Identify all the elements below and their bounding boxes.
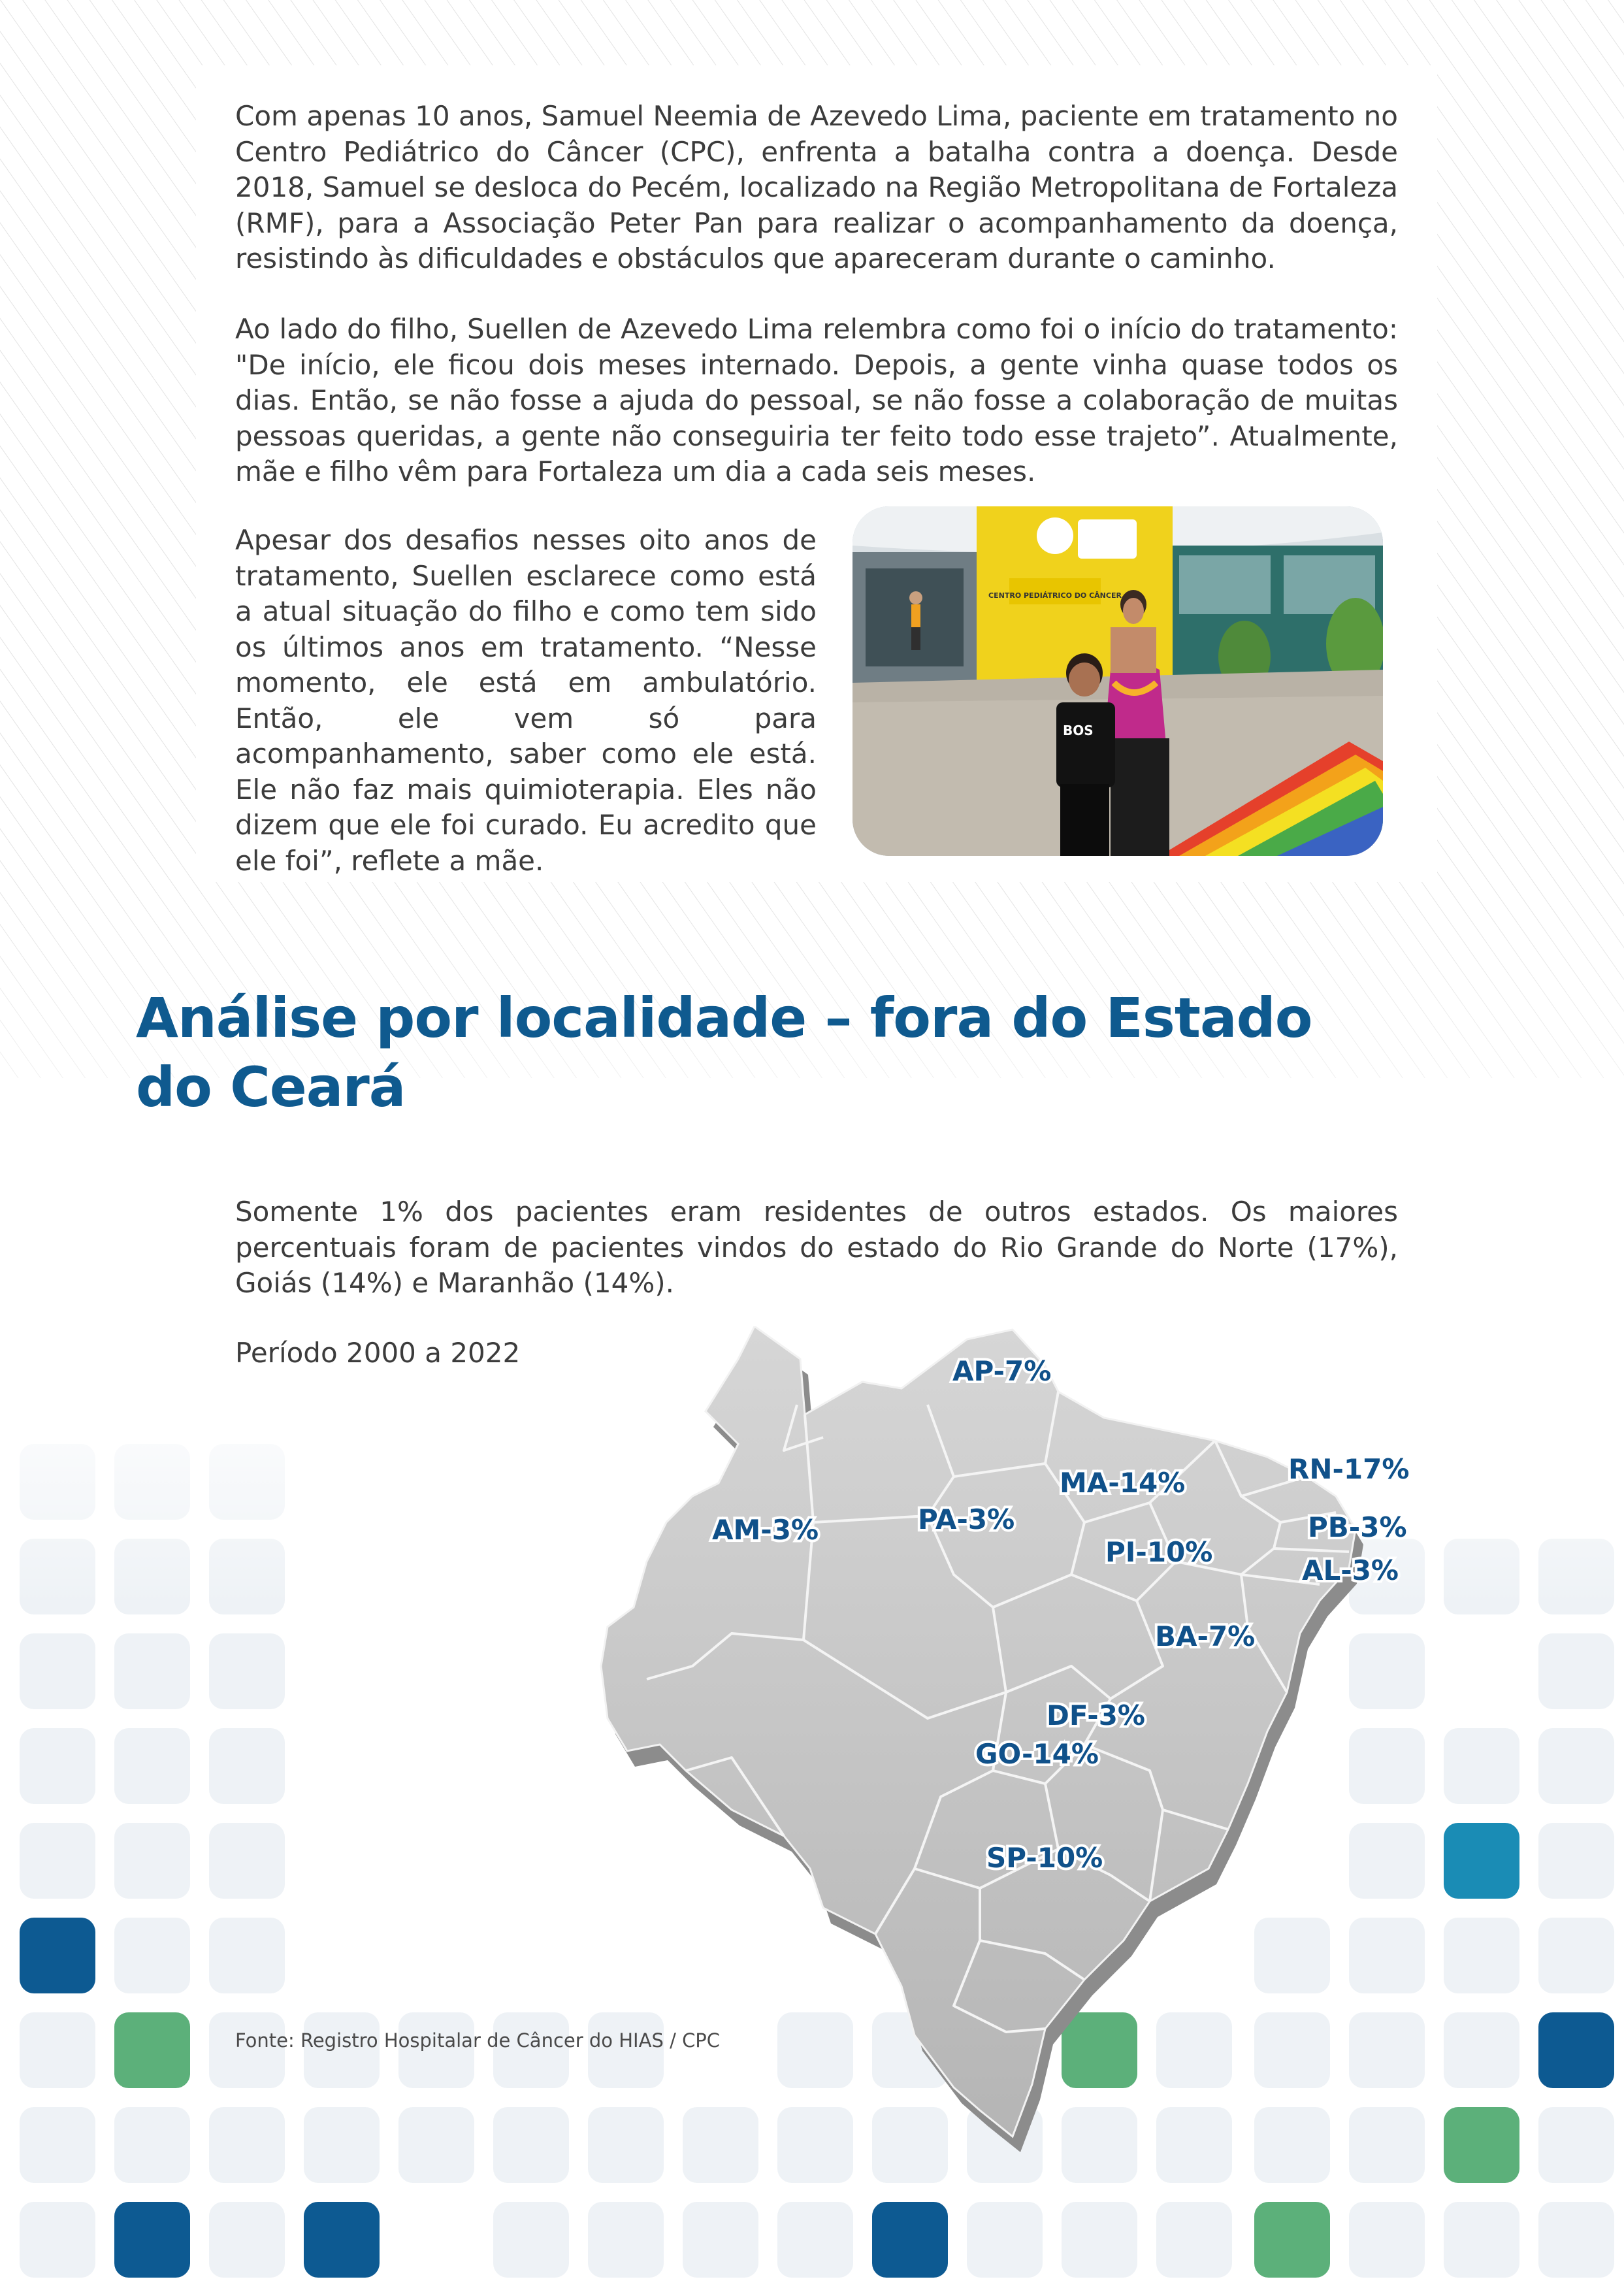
section-summary: Somente 1% dos pacientes eram residentes de outros estados. Os maiores percentuais foram de pacientes vindos do estado do Rio Grande do Norte (17%), Goiás (14%) e Maranhão (14%). — [235, 1196, 1398, 1299]
map-label-ba: BA-7% — [1155, 1620, 1256, 1652]
article-paragraph-1: Com apenas 10 anos, Samuel Neemia de Azevedo Lima, paciente em tratamento no Centro Pediátrico do Câncer (CPC), enfrenta a batalha contra a doença. Desde 2018, Samuel se desloca do Pecém, localizado na Região Metropolitana de Fortaleza (RMF), para a Associação Peter Pan para realizar o acompanhamento da doença, resistindo às dificuldades e obstáculos que apareceram durante o caminho. — [235, 100, 1398, 274]
photo-shirt-text: BOS — [1063, 723, 1094, 738]
article-paragraph-3: Apesar dos desafios nesses oito anos de tratamento, Suellen esclarece como está a atual situação do filho e como tem sido os últimos anos em tratamento. “Nesse momento, ele está em ambulatório. Então, ele vem só para acompanhamento, saber como ele está. Ele não faz mais quimioterapia. Eles não dizem que ele foi curado. Eu acredito que ele foi”, reflete a mãe. — [235, 524, 817, 877]
map-label-am: AM-3% — [712, 1514, 819, 1546]
map-label-rn: RN-17% — [1288, 1453, 1410, 1485]
source-note: Fonte: Registro Hospitalar de Câncer do HIAS / CPC — [235, 2029, 721, 2052]
map-label-sp: SP-10% — [986, 1842, 1103, 1874]
map-label-pb: PB-3% — [1308, 1511, 1407, 1543]
map-label-pa: PA-3% — [918, 1503, 1015, 1535]
section-heading-line-2: do Ceará — [136, 1055, 406, 1119]
map-label-pi: PI-10% — [1105, 1536, 1213, 1568]
map-label-ap: AP-7% — [952, 1355, 1052, 1387]
section-heading-line-1: Análise por localidade – fora do Estado — [136, 986, 1312, 1050]
photo-sign-text: CENTRO PEDIÁTRICO DO CÂNCER — [988, 591, 1122, 600]
map-label-go: GO-14% — [975, 1738, 1099, 1770]
map-label-al: AL-3% — [1302, 1554, 1399, 1586]
article-paragraph-2: Ao lado do filho, Suellen de Azevedo Lima relembra como foi o início do tratamento: "De início, ele ficou dois meses internado. Depois, a gente vinha quase todos os dias. Então, se não fosse a ajuda do pessoal, se não fosse a colaboração de muitas pessoas queridas, a gente não conseguiria ter feito todo esse trajeto”. Atualmente, mãe e filho vêm para Fortaleza um dia a cada seis meses. — [235, 313, 1398, 487]
map-land — [601, 1326, 1356, 2136]
map-label-ma: MA-14% — [1060, 1467, 1186, 1499]
map-label-df: DF-3% — [1047, 1699, 1145, 1731]
mother-and-son-photo — [853, 506, 1383, 856]
period-label: Período 2000 a 2022 — [235, 1337, 521, 1369]
brazil-map — [588, 1326, 1502, 2176]
section-heading — [136, 983, 1508, 1122]
